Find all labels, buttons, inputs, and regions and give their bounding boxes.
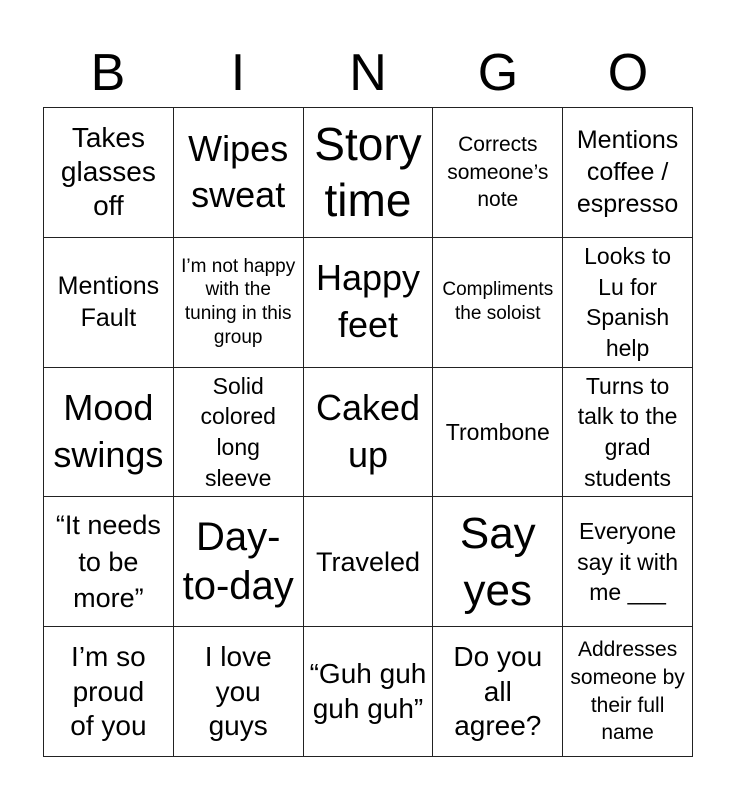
bingo-cell[interactable] [433, 627, 563, 757]
cell-text: “It needs to be more” [55, 510, 161, 613]
cell-text: Turns to talk to the grad students [577, 372, 678, 491]
cell-text: Mood swings [53, 387, 164, 475]
bingo-cell[interactable] [563, 238, 693, 368]
cell-text: Trombone [445, 418, 550, 445]
cell-text: I’m not happy with the tuning in this group [181, 255, 296, 348]
header-letter-i: I [230, 44, 246, 102]
cell-text: Looks to Lu for Spanish help [584, 243, 672, 361]
cell-text: Everyone say it with me ___ [577, 517, 679, 606]
cell-text: Caked up [315, 387, 421, 475]
bingo-cell[interactable] [44, 497, 174, 627]
bingo-cell[interactable] [304, 497, 434, 627]
bingo-cell[interactable] [433, 108, 563, 238]
bingo-cell[interactable] [304, 108, 434, 238]
header-letter-g: G [477, 44, 519, 102]
cell-text: Day-to-day [182, 514, 294, 608]
bingo-cell[interactable] [44, 368, 174, 498]
bingo-cell[interactable] [44, 238, 174, 368]
bingo-cell[interactable] [433, 238, 563, 368]
bingo-cell[interactable] [44, 627, 174, 757]
cell-text: I’m so proud of you [70, 641, 147, 741]
cell-text: Compliments the soloist [442, 279, 554, 325]
cell-text: Corrects someone’s note [447, 132, 549, 212]
cell-text: I love you guys [204, 641, 272, 741]
bingo-cell[interactable] [174, 368, 304, 498]
bingo-cell[interactable] [44, 108, 174, 238]
bingo-cell[interactable] [304, 627, 434, 757]
cell-text: Say yes [459, 508, 536, 615]
bingo-cell[interactable] [304, 238, 434, 368]
cell-text: Story time [314, 118, 422, 227]
bingo-cell[interactable] [433, 368, 563, 498]
bingo-cell[interactable] [174, 108, 304, 238]
header-letter-o: O [607, 44, 649, 102]
bingo-header [43, 40, 693, 106]
cell-text: “Guh guh guh guh” [309, 658, 427, 724]
bingo-cell[interactable] [563, 368, 693, 498]
cell-text: Solid colored long sleeve [200, 372, 276, 491]
cell-text: Mentions Fault [57, 272, 160, 333]
bingo-cell[interactable] [563, 108, 693, 238]
bingo-cell[interactable] [563, 497, 693, 627]
header-letter-n: N [349, 44, 387, 102]
bingo-grid [43, 107, 693, 757]
cell-text: Takes glasses off [60, 122, 156, 222]
bingo-cell[interactable] [174, 497, 304, 627]
cell-text: Mentions coffee / espresso [576, 126, 679, 219]
cell-text: Addresses someone by their full name [570, 638, 685, 745]
header-letter-b: B [90, 44, 126, 102]
bingo-cell[interactable] [174, 238, 304, 368]
cell-text: Traveled [315, 546, 421, 577]
cell-text: Wipes sweat [188, 127, 289, 216]
bingo-cell[interactable] [174, 627, 304, 757]
bingo-cell[interactable] [563, 627, 693, 757]
cell-text: Do you all agree? [453, 641, 543, 741]
cell-text: Happy feet [315, 257, 421, 346]
bingo-cell[interactable] [433, 497, 563, 627]
bingo-cell[interactable] [304, 368, 434, 498]
